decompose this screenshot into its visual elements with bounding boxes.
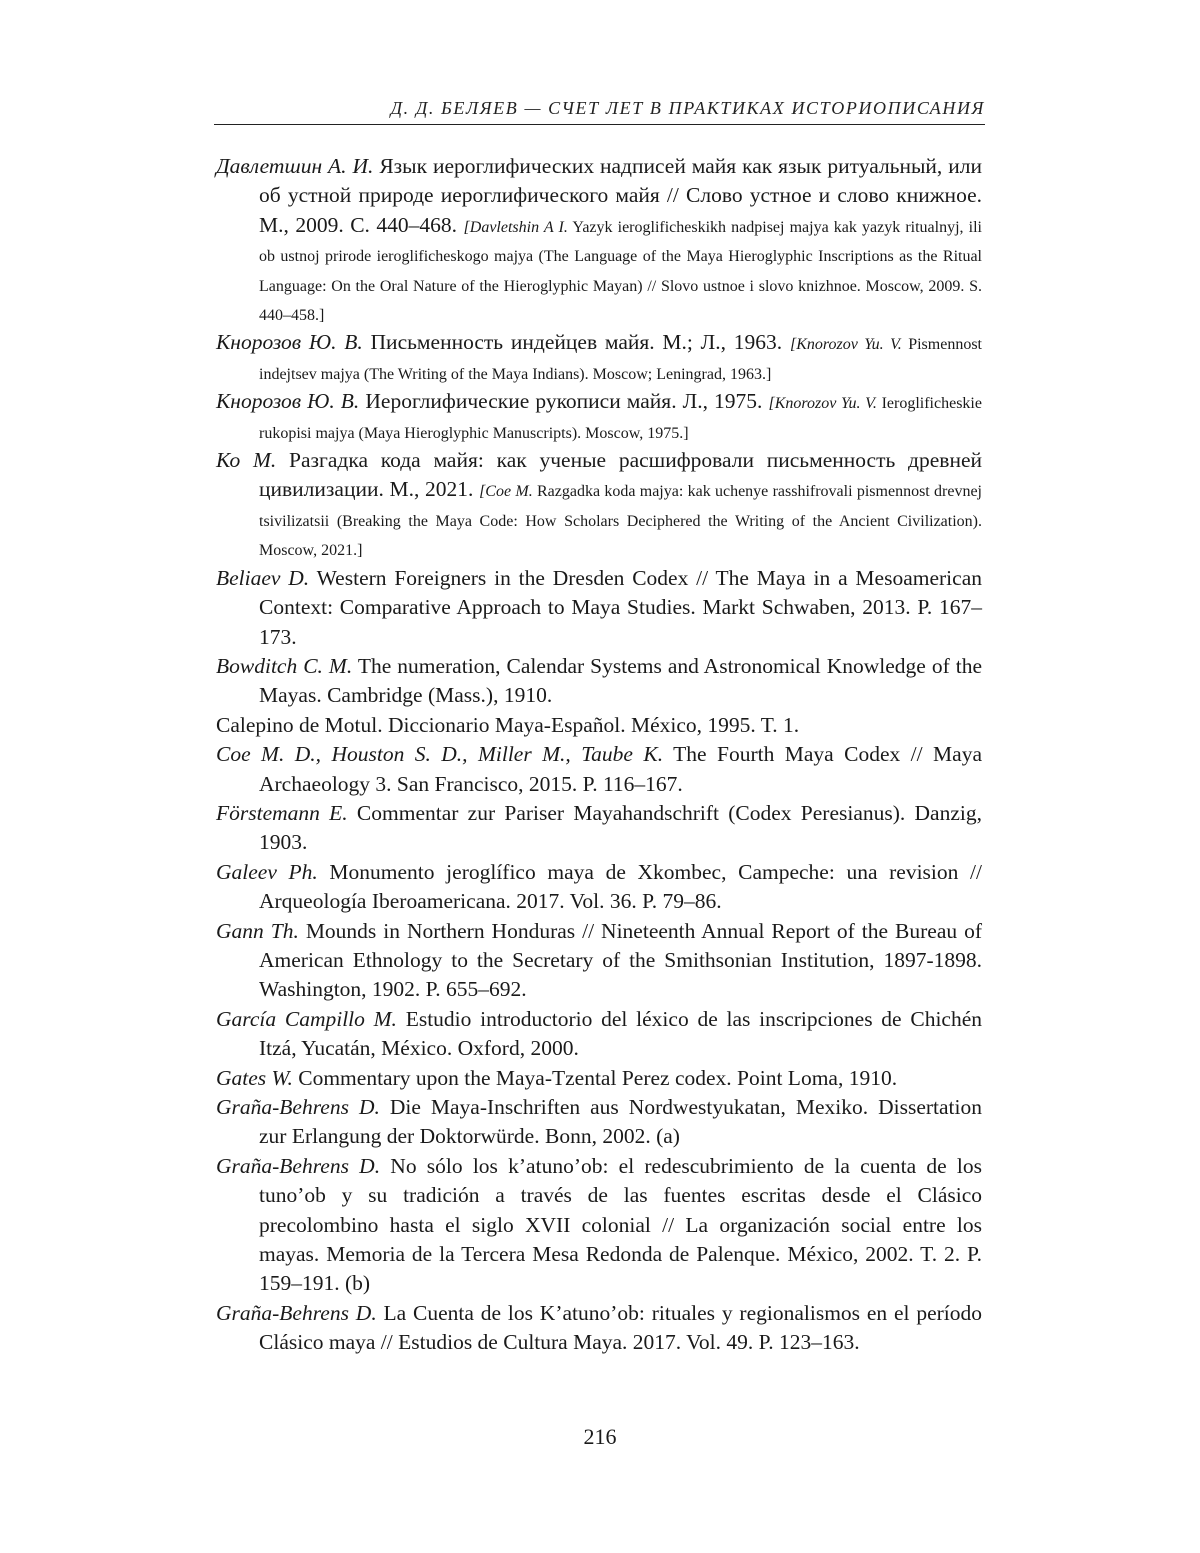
entry-author: Давлетшин А. И. <box>216 154 374 178</box>
transliteration-text: Razgadka koda majya: kak uchenye rasshifrovali pismennost drevnej tsivilizatsii (Breaking the Maya Code: How Scholars Deciphered the Writing of the Ancient Civilization). Moscow, 2021.] <box>259 483 983 560</box>
entry-author: Graña-Behrens D. <box>216 1300 377 1325</box>
bibliography-entry <box>216 446 982 564</box>
entry-author: Ко М. <box>216 448 277 473</box>
entry-text: The Fourth Maya Codex // Maya Archaeology 3. San Francisco, 2015. P. 116–167. <box>259 742 982 796</box>
running-head: Д. Д. БЕЛЯЕВ — СЧЕТ ЛЕТ В ПРАКТИКАХ ИСТОРИОПИСАНИЯ <box>390 98 985 118</box>
entry-author: Gann Th. <box>216 918 299 943</box>
entry-author: Förstemann E. <box>216 800 348 825</box>
page-number: 216 <box>583 1424 617 1449</box>
transliteration-author: [Davletshin A I. <box>463 218 568 236</box>
entry-text: Calepino de Motul. Diccionario Maya-Español. México, 1995. T. 1. <box>216 712 800 737</box>
header-rule <box>214 124 985 125</box>
entry-text: Estudio introductorio del léxico de las inscripciones de Chichén Itzá, Yucatán, México. Oxford, 2000. <box>259 1006 982 1061</box>
entry-author: Кнорозов Ю. В. <box>216 389 360 414</box>
bibliography-entry <box>216 858 982 917</box>
bibliography-list <box>216 152 982 1358</box>
transliteration-author: [Knorozov Yu. V. <box>768 395 877 413</box>
entry-text: Commentary upon the Maya-Tzental Perez codex. Point Loma, 1910. <box>292 1065 898 1090</box>
entry-author: García Campillo M. <box>216 1006 397 1031</box>
entry-author: Graña-Behrens D. <box>216 1153 381 1178</box>
transliteration-author: [Knorozov Yu. V. <box>789 336 902 354</box>
entry-author: Bowditch C. M. <box>216 653 353 678</box>
entry-author: Galeev Ph. <box>216 859 318 884</box>
entry-text: Mounds in Northern Honduras // Nineteenth Annual Report of the Bureau of American Ethnology to the Secretary of the Smithsonian Institution, 1897-1898. Washington, 1902. P. 655–692. <box>259 918 983 1002</box>
bibliography-entry <box>216 387 982 446</box>
entry-text: La Cuenta de los K’atuno’ob: rituales y regionalismos en el período Clásico maya // Estudios de Cultura Maya. 2017. Vol. 49. P. 123–163. <box>259 1300 983 1355</box>
bibliography-entry <box>216 1152 982 1299</box>
entry-text: The numeration, Calendar Systems and Astronomical Knowledge of the Mayas. Cambridge (Mass.), 1910. <box>259 653 982 708</box>
transliteration-author: [Coe M. <box>479 483 533 501</box>
bibliography-entry <box>216 328 982 387</box>
bibliography-entry <box>216 1093 982 1152</box>
transliteration-text: Ieroglificheskie rukopisi majya (Maya Hieroglyphic Manuscripts). Moscow, 1975.] <box>259 395 982 442</box>
bibliography-entry <box>216 799 982 858</box>
entry-text: Язык иероглифических надписей майя как язык ритуальный, или об устной природе иероглифического майя // Слово устное и слово книжное. М., 2009. С. 440–468. <box>259 154 982 237</box>
entry-author: Beliaev D. <box>216 565 310 590</box>
entry-author: Graña-Behrens D. <box>216 1095 380 1119</box>
bibliography-entry <box>216 1299 982 1358</box>
entry-text: Иероглифические рукописи майя. Л., 1975. <box>359 389 769 414</box>
bibliography-entry <box>216 652 982 711</box>
bibliography-entry <box>216 711 982 740</box>
entry-author: Gates W. <box>216 1065 293 1090</box>
bibliography-entry <box>216 564 982 652</box>
entry-text: Commentar zur Pariser Mayahandschrift (Codex Peresianus). Danzig, 1903. <box>259 800 982 855</box>
transliteration-text: Pismennost indejtsev majya (The Writing of the Maya Indians). Moscow; Leningrad, 1963.] <box>259 336 982 383</box>
bibliography-entry <box>216 917 982 1005</box>
bibliography-entry <box>216 152 982 328</box>
transliteration-text: Yazyk ieroglificheskikh nadpisej majya kak yazyk ritualnyj, ili ob ustnoj prirode ieroglificheskogo majya (The Language of the Maya Hieroglyphic Inscriptions as the Ritual Language: On the Oral Nature of the Hieroglyphic Mayan) // Slovo ustnoe i slovo knizhnoe. Moscow, 2009. S. 440–458.] <box>259 218 982 325</box>
entry-text: No sólo los k’atuno’ob: el redescubrimiento de la cuenta de los tuno’ob y su tradición a través de las fuentes escritas desde el Clásico precolombino hasta el siglo XVII colonial // La organización social entre los mayas. Memoria de la Tercera Mesa Redonda de Palenque. México, 2002. T. 2. P. 159–191. (b) <box>259 1153 983 1296</box>
entry-author: Кнорозов Ю. В. <box>216 330 363 355</box>
entry-text: Western Foreigners in the Dresden Codex // The Maya in a Mesoamerican Context: Comparative Approach to Maya Studies. Markt Schwaben, 2013. P. 167–173. <box>259 565 982 649</box>
bibliography-entry <box>216 740 982 799</box>
entry-text: Письменность индейцев майя. М.; Л., 1963. <box>362 330 790 355</box>
entry-text: Разгадка кода майя: как ученые расшифровали письменность древней цивилизации. М., 2021. <box>259 448 982 502</box>
entry-text: Monumento jeroglífico maya de Xkombec, Campeche: una revision // Arqueología Iberoamericana. 2017. Vol. 36. P. 79–86. <box>259 859 982 914</box>
entry-text: Die Maya-Inschriften aus Nordwestyukatan, Mexiko. Dissertation zur Erlangung der Doktorwürde. Bonn, 2002. (a) <box>259 1095 982 1149</box>
entry-author: Coe M. D., Houston S. D., Miller M., Taube K. <box>216 742 664 767</box>
bibliography-entry <box>216 1005 982 1064</box>
bibliography-entry <box>216 1064 982 1093</box>
